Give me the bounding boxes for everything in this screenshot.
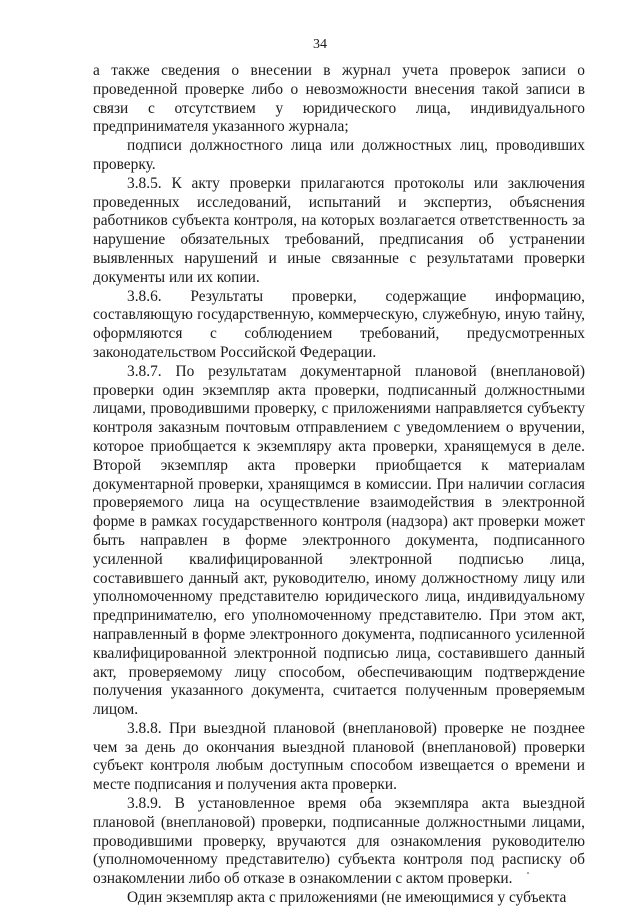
paragraph-3-8-5: 3.8.5. К акту проверки прилагаются протоколы или заключения проведенных исследований, испытаний и экспертиз, объяснения работников субъекта контроля, на которых возлагается ответственность за нарушение обязательных требований, предписания об устранении выявленных нарушений и иные связанные с результатами проверки документы или их копии. (93, 174, 585, 286)
paragraph-3-8-6: 3.8.6. Результаты проверки, содержащие информацию, составляющую государственную, коммерческую, служебную, иную тайну, оформляются с соблюдением требований, предусмотренных законодательством Российской Федерации. (93, 287, 585, 361)
paragraph-3-8-7: 3.8.7. По результатам документарной плановой (внеплановой) проверки один экземпляр акта проверки, подписанный должностными лицами, проводившими проверку, с приложениями направляется субъекту контроля заказным почтовым отправлением с уведомлением о вручении, которое приобщается к экземпляру акта проверки, хранящемуся в деле. Второй экземпляр акта проверки приобщается к материалам документарной проверки, хранящимся в комиссии. При наличии согласия проверяемого лица на осуществление взаимодействия в электронной форме в рамках государственного контроля (надзора) акт проверки может быть направлен в форме электронного документа, подписанного усиленной квалифицированной электронной подписью лица, составившего данный акт, руководителю, иному должностному лицу или уполномоченному представителю юридического лица, индивидуальному предпринимателю, его уполномоченному представителю. При этом акт, направленный в форме электронного документа, подписанного усиленной квалифицированной электронной подписью лица, составившего данный акт, проверяемому лицу способом, обеспечивающим подтверждение получения указанного документа, считается полученным проверяемым лицом. (93, 362, 585, 719)
paragraph-copy-with-attachments: Один экземпляр акта с приложениями (не имеющимися у субъекта (127, 889, 567, 907)
paragraph-signatures: подписи должностного лица или должностных лиц, проводивших проверку. (93, 137, 585, 173)
paragraph-continuation: а также сведения о внесении в журнал учета проверок записи о проведенной проверке либо о невозможности внесения такой записи в связи с отсутствием у юридического лица, индивидуального предпринимателя указанного журнала; (93, 62, 585, 136)
paragraph-3-8-8: 3.8.8. При выездной плановой (внеплановой) проверке не позднее чем за день до окончания выездной плановой (внеплановой) проверки субъект контроля любым доступным способом извещается о времени и месте подписания и получения акта проверки. (93, 719, 585, 794)
document-body (93, 62, 585, 908)
page-number: 34 (313, 37, 327, 52)
scan-speck (527, 872, 529, 874)
paragraph-3-8-9: 3.8.9. В установленное время оба экземпляра акта выездной плановой (внеплановой) проверки, подписанные должностными лицами, проводившими проверку, вручаются для ознакомления руководителю (уполномоченному представителю) субъекта контроля под расписку об ознакомлении либо об отказе в ознакомлении с актом проверки. (93, 795, 585, 888)
